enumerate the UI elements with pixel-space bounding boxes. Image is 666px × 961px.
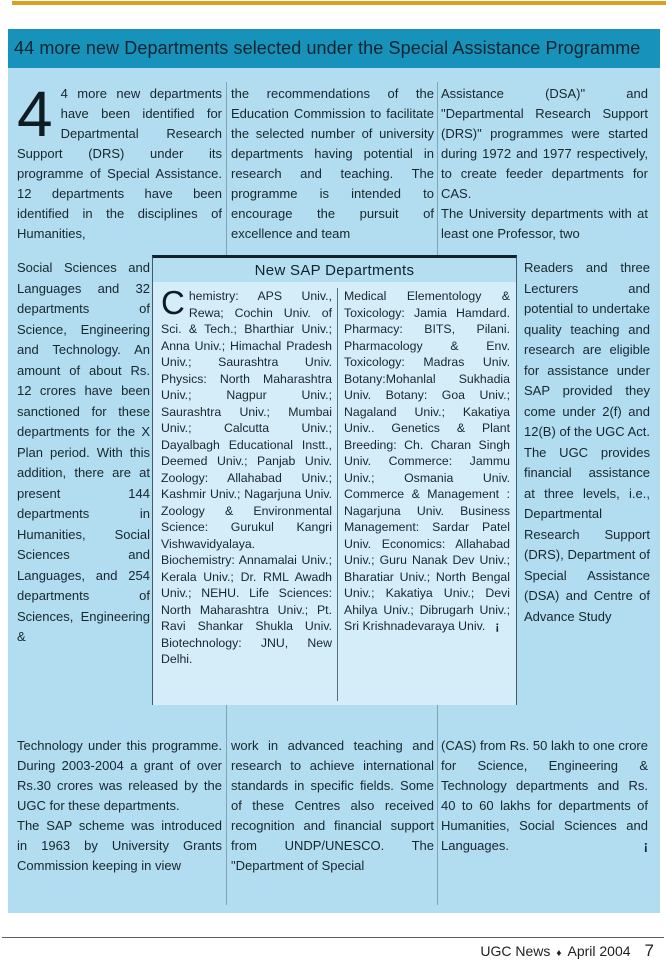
headline-bar xyxy=(8,29,660,68)
paragraph-text: Medical Elementology & Toxicology: Jamia Hamdard. Pharmacy: BITS, Pilani. Pharmacology & Env. Toxicology: Madras Univ. Botany:Mohanlal Sukhadia Univ. Botany: Goa Univ.; Nagaland Univ.; Kakatiya Univ.. Genetics & Plant Breeding: Ch. Charan Singh Univ. Commerce: Jammu Univ.; Osmania Univ. Commerce & Management : Nagarjuna Univ. Business Management: Sardar Patel Univ. Economics: Allahabad Univ.; Guru Nanak Dev Univ.; Bharatiar Univ.; North Bengal Univ.; Kakatiya Univ.; Devi Ahilya Univ.; Dibrugarh Univ.; Sri Krishnadevaraya Univ. xyxy=(344,289,510,633)
paragraph xyxy=(441,736,648,856)
sap-box-header xyxy=(153,258,516,282)
article-column-2-top xyxy=(231,84,434,244)
sap-box-body xyxy=(153,282,516,701)
page-number: 7 xyxy=(644,941,654,960)
sap-departments-box xyxy=(152,255,517,705)
paragraph-text: Assistance (DSA)" and "Departmental Research Support (DRS)" programmes were started during 1972 and 1977 respectively, to create feeder departments for CAS. xyxy=(441,86,648,201)
paragraph-text: Social Sciences and Languages and 32 departments of Science, Engineering and Technology. An amount of about Rs. 12 crores have been sanctioned for these departments for the X Plan period. With this addition, there are at present 144 departments in Humanities, Social Sciences and Languages, and 254 departments of Sciences, Engineering & xyxy=(17,260,150,644)
paragraph-text: work in advanced teaching and research to achieve international standards in specific fields. Some of these Centres also received recognition and financial support from UNDP/UNESCO. The "Department of Special xyxy=(231,738,434,873)
article-column-1-bottom xyxy=(17,736,222,876)
paragraph-text: Readers and three Lecturers and potential to undertake quality teaching and research are eligible for assistance under SAP provided they come under 2(f) and 12(B) of the UGC Act. The UGC provides financial assistance at three levels, i.e., Departmental Research Support (DRS), Department of Special Assistance (DSA) and Centre of Advance Study xyxy=(524,260,650,624)
sap-box-title: New SAP Departments xyxy=(254,261,415,279)
article-column-3-top xyxy=(441,84,648,244)
paragraph-text: The University departments with at least one Professor, two xyxy=(441,206,648,241)
issue-date: April 2004 xyxy=(567,943,631,959)
paragraph-text: The SAP scheme was introduced in 1963 by University Grants Commission keeping in view xyxy=(17,818,222,873)
publication-name: UGC News xyxy=(480,943,551,959)
article-column-1-top xyxy=(17,78,222,244)
paragraph xyxy=(17,78,222,244)
paragraph-text: (CAS) from Rs. 50 lakh to one crore for Science, Engineering & Technology departments and Rs. 40 to 60 lakhs for departments of Humanities, Social Sciences and Languages. xyxy=(441,738,648,853)
footer-rule xyxy=(2,937,664,938)
article-column-3-bottom xyxy=(441,736,648,856)
diamond-bullet-icon: ♦ xyxy=(556,948,562,959)
sap-box-column-b xyxy=(344,288,510,701)
footer xyxy=(480,941,654,961)
article-column-2-bottom xyxy=(231,736,434,876)
page-title: 44 more new Departments selected under the Special Assistance Programme xyxy=(14,38,641,58)
article-column-1-middle xyxy=(17,258,150,648)
paragraph xyxy=(344,288,510,635)
paragraph xyxy=(161,284,332,668)
top-accent-bar xyxy=(12,1,666,5)
sap-box-divider xyxy=(337,288,338,701)
sap-box-column-a xyxy=(161,284,332,701)
paragraph-text: Technology under this programme. During 2003-2004 a grant of over Rs.30 crores was released by the UGC for these departments. xyxy=(17,738,222,813)
dropcap-letter: C xyxy=(161,284,185,321)
paragraph-text: hemistry: APS Univ., Rewa; Cochin Univ. of Sci. & Tech.; Bharthiar Univ.; Anna Univ.; Himachal Pradesh Univ.; Saurashtra Univ. Physics: North Maharashtra Univ.; Nagpur Univ.; Saurashtra Univ.; Mumbai Univ.; Calcutta Univ.; Dayalbagh Educational Instt., Deemed Univ.; Panjab Univ. Zoology: Allahabad Univ.; Kashmir Univ.; Nagarjuna Univ. Zoology & Environmental Science: Gurukul Kangri Vishwavidyalaya. Biochemistry: Annamalai Univ.; Kerala Univ.; Dr. RML Awadh Univ.; NEHU. Life Sciences: North Maharashtra Univ.; Pt. Ravi Shankar Shukla Univ. Biotechnology: JNU, New Delhi. xyxy=(161,289,332,666)
article-column-3-middle xyxy=(524,258,650,627)
paragraph-text: the recommendations of the Education Commission to facilitate the selected number of university departments having potential in research and teaching. The programme is intended to encourage the pursuit of excellence and team xyxy=(231,86,434,241)
end-of-article-mark: ¡ xyxy=(643,838,648,853)
dropcap-numeral: 4 xyxy=(17,78,53,150)
end-of-article-mark: ¡ xyxy=(495,619,500,633)
paragraph-text: 4 more new departments have been identified for Departmental Research Support (DRS) under its programme of Special Assistance. 12 departments have been identified in the disciplines of Humanities, xyxy=(17,86,222,241)
